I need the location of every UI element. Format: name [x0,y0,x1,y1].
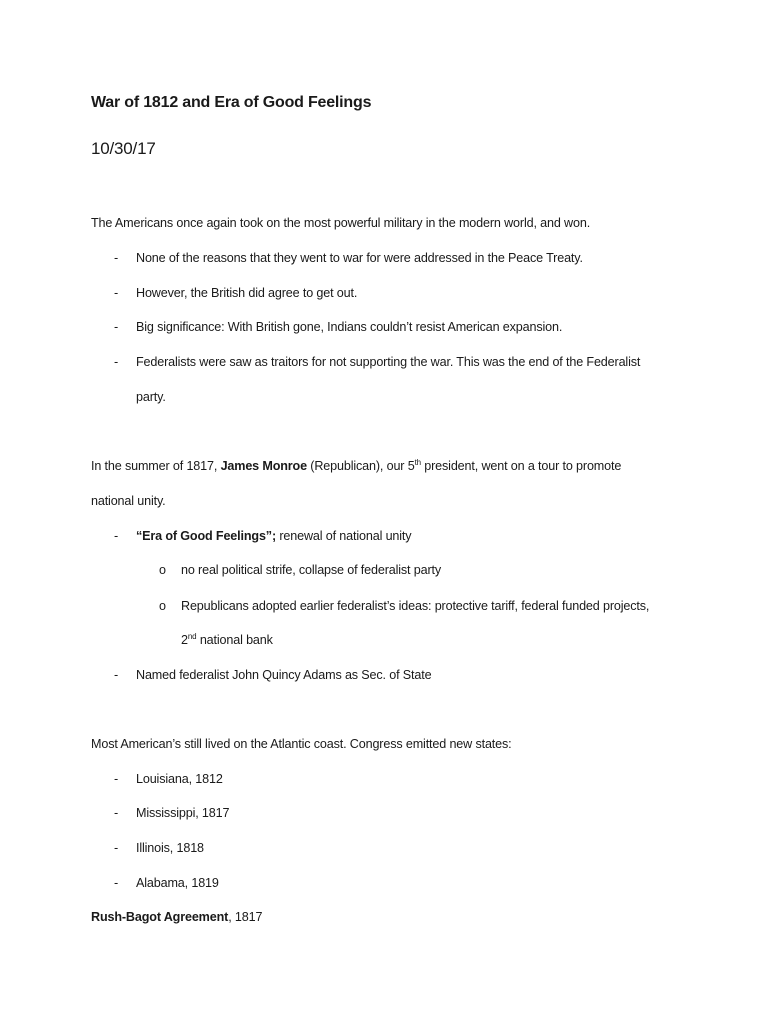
document-date: 10/30/17 [91,139,156,158]
section1-intro: The Americans once again took on the most powerful military in the modern world, and won. [91,216,591,230]
dash-marker: - [114,668,119,682]
section1-bullet-2: However, the British did agree to get out. [136,286,358,300]
section2-intro [91,459,621,473]
section3-intro: Most American’s still lived on the Atlantic coast. Congress emitted new states: [91,737,512,751]
section2-intro-line2: national unity. [91,494,166,508]
dash-marker: - [114,806,119,820]
ordinal-number: 2 [181,633,188,647]
dash-marker: - [114,841,119,855]
dash-marker: - [114,286,119,300]
dash-marker: - [114,355,119,369]
state-item: Mississippi, 1817 [136,806,230,820]
section1-bullet-1: None of the reasons that they went to war for were addressed in the Peace Treaty. [136,251,583,265]
dash-marker: - [114,876,119,890]
dash-marker: - [114,251,119,265]
dash-marker: - [114,772,119,786]
era-good-feelings-term: “Era of Good Feelings”; [136,529,276,543]
section1-bullet-4-cont: party. [136,390,166,404]
document-title: War of 1812 and Era of Good Feelings [91,94,372,111]
sub-bullet-1: no real political strife, collapse of federalist party [181,563,441,577]
section2-intro-b: (Republican), our 5 [306,459,415,473]
sub-bullet-2-cont [181,633,273,647]
ordinal-suffix: nd [187,631,197,641]
section2-intro-c: president, went on a tour to promote [420,459,622,473]
rush-bagot-line [91,910,262,924]
named-adams-bullet: Named federalist John Quincy Adams as Sec. of State [136,668,432,682]
era-good-feelings-bullet [136,529,411,543]
dash-marker: - [114,529,119,543]
james-monroe-name: James Monroe [220,459,307,473]
state-item: Alabama, 1819 [136,876,219,890]
ordinal-suffix: th [414,457,421,467]
national-bank-text: national bank [196,633,273,647]
dash-marker: - [114,320,119,334]
section1-bullet-3: Big significance: With British gone, Indians couldn’t resist American expansion. [136,320,563,334]
section2-intro-a: In the summer of 1817, [91,459,221,473]
circle-bullet-marker: o [159,599,167,613]
state-item: Louisiana, 1812 [136,772,223,786]
sub-bullet-2: Republicans adopted earlier federalist’s ideas: protective tariff, federal funded projects, [181,599,650,613]
rush-bagot-term: Rush-Bagot Agreement [91,910,229,924]
era-good-feelings-rest: renewal of national unity [276,529,412,543]
circle-bullet-marker: o [159,563,167,577]
rush-bagot-year: , 1817 [228,910,263,924]
state-item: Illinois, 1818 [136,841,204,855]
section1-bullet-4: Federalists were saw as traitors for not supporting the war. This was the end of the Federalist [136,355,641,369]
